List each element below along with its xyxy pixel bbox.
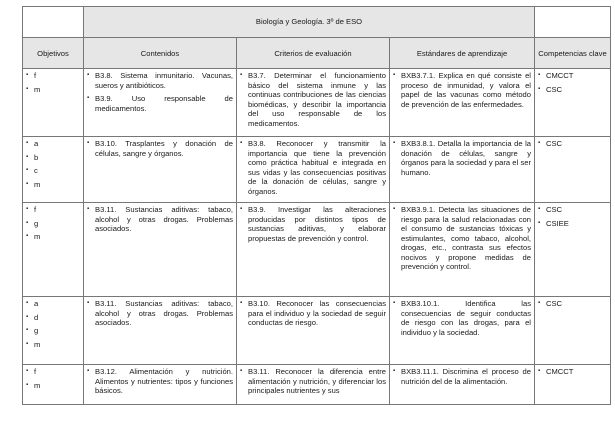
cell-competencias <box>535 297 611 365</box>
criterios-item: ▪ B3.11. Reconocer la diferencia entre alimentación y nutrición, y diferenciar los principales nutrientes y sus <box>240 367 386 396</box>
cell-estandares <box>390 203 535 297</box>
blank-header-cell <box>535 7 611 38</box>
contenidos-item: ▪ B3.11. Sustancias aditivas: tabaco, alcohol y otras drogas. Problemas asociados. <box>87 205 233 234</box>
cell-contenidos <box>84 137 237 203</box>
criterios-item: ▪ B3.10. Reconocer las consecuencias para el individuo y la sociedad de seguir conductas de riesgo. <box>240 299 386 328</box>
objetivos-item: ▪ a <box>26 299 80 309</box>
cell-criterios <box>237 137 390 203</box>
cell-objetivos <box>23 297 84 365</box>
header-objetivos: Objetivos <box>23 38 84 69</box>
competencias-item: ▪ CSC <box>538 139 607 149</box>
cell-criterios <box>237 365 390 405</box>
objetivos-item: ▪ b <box>26 153 80 163</box>
competencias-item: ▪ CMCCT <box>538 71 607 81</box>
header-criterios: Criterios de evaluación <box>237 38 390 69</box>
cell-objetivos <box>23 365 84 405</box>
table-row <box>23 137 611 203</box>
cell-objetivos <box>23 69 84 137</box>
competencias-item: ▪ CSIEE <box>538 219 607 229</box>
cell-objetivos <box>23 137 84 203</box>
objetivos-item: ▪ f <box>26 205 80 215</box>
objetivos-item: ▪ d <box>26 313 80 323</box>
blank-header-cell <box>23 7 84 38</box>
objetivos-item: ▪ m <box>26 180 80 190</box>
competencias-item: ▪ CSC <box>538 85 607 95</box>
table-title: Biología y Geología. 3º de ESO <box>84 7 535 38</box>
objetivos-item: ▪ f <box>26 71 80 81</box>
cell-objetivos <box>23 203 84 297</box>
estandares-item: ▪ BXB3.7.1. Explica en qué consiste el proceso de inmunidad, y valora el papel de las vacunas como método de prevención de las enfermedades. <box>393 71 531 109</box>
competencias-item: ▪ CSC <box>538 299 607 309</box>
table-row <box>23 297 611 365</box>
table-row <box>23 203 611 297</box>
cell-competencias <box>535 203 611 297</box>
cell-estandares <box>390 365 535 405</box>
contenidos-item: ▪ B3.10. Trasplantes y donación de células, sangre y órganos. <box>87 139 233 158</box>
cell-competencias <box>535 137 611 203</box>
cell-contenidos <box>84 297 237 365</box>
objetivos-item: ▪ m <box>26 232 80 242</box>
objetivos-item: ▪ m <box>26 340 80 350</box>
cell-estandares <box>390 297 535 365</box>
estandares-item: ▪ BXB3.8.1. Detalla la importancia de la donación de células, sangre y órganos para la sociedad y para el ser humano. <box>393 139 531 177</box>
header-estandares: Estándares de aprendizaje <box>390 38 535 69</box>
table-row <box>23 69 611 137</box>
criterios-item: ▪ B3.8. Reconocer y transmitir la importancia que tiene la prevención como práctica habitual e integrada en sus vidas y las consecuencias positivas de la donación de células, sangre y órganos. <box>240 139 386 196</box>
cell-contenidos <box>84 365 237 405</box>
criterios-item: ▪ B3.7. Determinar el funcionamiento básico del sistema inmune y las continuas contribuciones de las ciencias biomédicas, y describir la importancia del uso responsable de los medicamentos. <box>240 71 386 128</box>
objetivos-item: ▪ a <box>26 139 80 149</box>
cell-contenidos <box>84 203 237 297</box>
cell-estandares <box>390 137 535 203</box>
estandares-item: ▪ BXB3.11.1. Discrimina el proceso de nutrición del de la alimentación. <box>393 367 531 386</box>
contenidos-item: ▪ B3.8. Sistema inmunitario. Vacunas, sueros y antibióticos. <box>87 71 233 90</box>
header-contenidos: Contenidos <box>84 38 237 69</box>
cell-criterios <box>237 297 390 365</box>
cell-contenidos <box>84 69 237 137</box>
objetivos-item: ▪ c <box>26 166 80 176</box>
objetivos-item: ▪ g <box>26 219 80 229</box>
cell-competencias <box>535 365 611 405</box>
table-row <box>23 365 611 405</box>
curriculum-table <box>22 6 611 405</box>
contenidos-item: ▪ B3.9. Uso responsable de medicamentos. <box>87 94 233 113</box>
contenidos-item: ▪ B3.12. Alimentación y nutrición. Alimentos y nutrientes: tipos y funciones básicos. <box>87 367 233 396</box>
objetivos-item: ▪ m <box>26 381 80 391</box>
cell-criterios <box>237 203 390 297</box>
contenidos-item: ▪ B3.11. Sustancias aditivas: tabaco, alcohol y otras drogas. Problemas asociados. <box>87 299 233 328</box>
header-competencias: Competencias clave <box>535 38 611 69</box>
objetivos-item: ▪ m <box>26 85 80 95</box>
cell-estandares <box>390 69 535 137</box>
criterios-item: ▪ B3.9. Investigar las alteraciones producidas por distintos tipos de sustancias aditivas, y elaborar propuestas de prevención y control. <box>240 205 386 243</box>
objetivos-item: ▪ f <box>26 367 80 377</box>
objetivos-item: ▪ g <box>26 326 80 336</box>
cell-criterios <box>237 69 390 137</box>
cell-competencias <box>535 69 611 137</box>
competencias-item: ▪ CSC <box>538 205 607 215</box>
estandares-item: ▪ BXB3.9.1. Detecta las situaciones de riesgo para la salud relacionadas con el consumo de sustancias tóxicas y estimulantes, como tabaco, alcohol, drogas, etc., contrasta sus efectos nocivos y propone medidas de prevención y control. <box>393 205 531 272</box>
competencias-item: ▪ CMCCT <box>538 367 607 377</box>
estandares-item: ▪ BXB3.10.1. Identifica las consecuencias de seguir conductas de riesgo con las drogas, para el individuo y la sociedad. <box>393 299 531 337</box>
